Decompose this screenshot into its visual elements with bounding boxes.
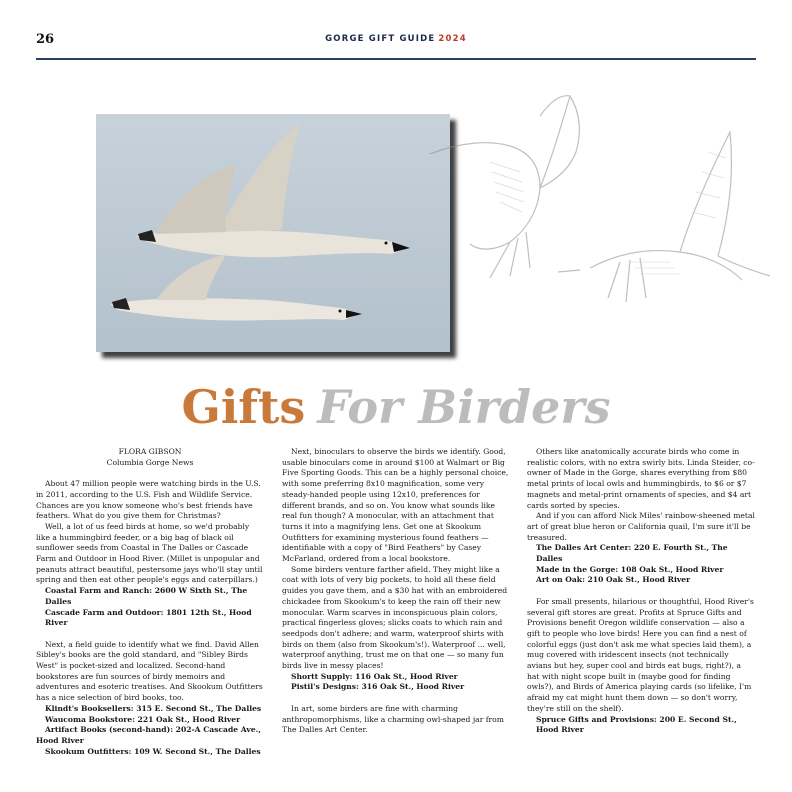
column-3 [527,447,755,736]
store-address: Art on Oak: 210 Oak St., Hood River [536,575,691,585]
lower-swan [110,254,362,321]
paragraph: Well, a lot of us feed birds at home, so we'd probably like a hummingbird feeder, or a big bag of black oil sunflower seeds from Coastal in The Dalles or Cascade Farm and Outdoor in Hood River. (Millet is unpopular and peanuts attract beautiful, pestersome jays who'll stay until spring and then eat other people's eggs and caterpillars.) [36,521,263,585]
paragraph: And if you can afford Nick Miles' rainbow-sheened metal art of great blue heron or California quail, I'm sure it'll be treasured. [527,511,755,542]
store-address: The Dalles Art Center: 220 E. Fourth St., The Dalles [536,543,728,564]
title-for-birders: For Birders [317,380,611,434]
hummingbird-engraving-icon [430,92,775,322]
store-address: Made in the Gorge: 108 Oak St., Hood River [536,564,724,574]
store-address: Artifact Books (second-hand): 202-A Cascade Ave., Hood River [36,725,261,745]
paragraph: Others like anatomically accurate birds who come in realistic colors, with no extra swirly bits. Linda Steider, co-owner of Made in the Gorge, shares everything from $80 metal prints of local owls and hummingbirds, to $6 or $7 magnets and metal-print ornaments of species, and $4 art cards sorted by species. [527,447,755,510]
title-gifts: Gifts [181,380,306,434]
paragraph: Some birders venture farther afield. They might like a coat with lots of very big pockets, to hold all these field guides you gave them, and a $30 hat with an embroidered chickadee from Skookum's to keep the rain off their new monocular. Warm scarves in inconspicuous plain colors, practical fingerless gloves; slicks coats to which rain and seedpods don't adhere; and warm, waterproof shirts with birds on them (also from Skookum's!). Waterproof ... well, waterproof anything, trust me on that one — so many fun birds live in messy places! [282,564,508,671]
paragraph: In art, some birders are fine with charming anthropomorphisms, like a charming owl-shaped jar from The Dalles Art Center. [282,703,504,735]
swans-in-flight-photo [96,114,450,352]
store-address: Waucoma Bookstore: 221 Oak St., Hood River [45,714,241,724]
store-address: Klindt's Booksellers: 315 E. Second St., The Dalles [45,703,262,713]
paragraph: Next, binoculars to observe the birds we identify. Good, usable binoculars come in around $100 at Walmart or Big Five Sporting Goods. This can be a highly personal choice, with some preferring 8x10 magnification, some very steady-handed people using 12x10, preferences for different brands, and so on. You know what sounds like real fun though? A monocular, with an attachment that turns it into a magnifying lens. Get one at Skookum Outfitters for examining mysterious found feathers — identifiable with a copy of "Bird Feathers" by Casey McFarland, ordered from a local bookstore. [282,447,509,564]
page-number: 26 [36,32,55,47]
hummingbird-engraving [430,92,775,322]
swans-illustration [96,114,450,352]
running-head [0,34,792,44]
header-rule [36,58,756,60]
paragraph: Next, a field guide to identify what we find. David Allen Sibley's books are the gold standard, and "Sibley Birds West" is pocket-sized and localized. Second-hand bookstores are fun sources of birdy memoirs and adventures and esoteric treatises. And Skookum Outfitters has a nice selection of bird books, too. [36,639,263,703]
paragraph: About 47 million people were watching birds in the U.S. in 2011, according to the U.S. Fish and Wildlife Service. Chances are you know someone who's best friends have feathers. What do you give them for Christmas? [36,479,261,521]
store-address: Shortt Supply: 116 Oak St., Hood River [291,671,458,681]
store-address: Cascade Farm and Outdoor: 1801 12th St., Hood River [45,607,252,628]
author-name: FLORA GIBSON [118,447,182,456]
guide-year: 2024 [438,34,467,44]
store-address: Pistil's Designs: 316 Oak St., Hood River [291,682,465,692]
feature-title [0,380,792,434]
paragraph: For small presents, hilarious or thoughtful, Hood River's several gift stores are great. Profits at Spruce Gifts and Provisions benefit Oregon wildlife conservation — also a gift to people who love birds! Here you can find a nest of colorful eggs (just don't ask me what species laid them), a mug covered with iridescent insects (not technically avians but hey, super cool and birds eat bugs, right?), a hat with night scope built in (maybe good for finding owls?), and Birds of America playing cards (so lifelike, I'm afraid my cat might hunt them down — so don't worry, they're still on the shelf). [527,596,754,713]
column-2 [282,447,510,736]
store-address: Skookum Outfitters: 109 W. Second St., The Dalles [45,746,261,756]
upper-swan [136,122,410,257]
store-address: Spruce Gifts and Provisions: 200 E. Second St., Hood River [536,714,737,735]
column-1 [36,447,264,757]
store-address: Coastal Farm and Ranch: 2600 W Sixth St., The Dalles [45,586,248,606]
guide-title: GORGE GIFT GUIDE [325,34,436,44]
author-org: Columbia Gorge News [106,457,194,467]
